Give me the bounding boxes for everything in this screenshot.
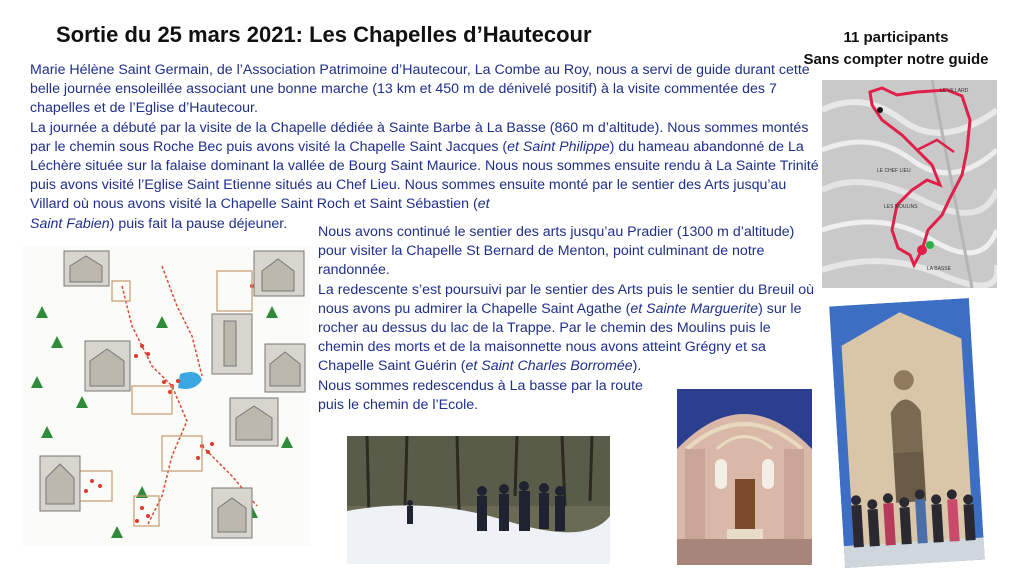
paragraph-morning: La journée a débuté par la visite de la Chapelle dédiée à Sainte Barbe à La Basse (860 m d’altitude). Nous sommes montés par le chemin sous Roche Bec puis avons visité la Chapelle Saint Jacques (et Saint Philippe) du hameau abandonné de La Léchère située sur la falaise dominant la vallée de Bourg Saint Maurice. Nous nous sommes ensuite rendu à La Sainte Trinité puis avons visité l’Eglise Saint Etienne situés au Chef Lieu. Nous sommes ensuite monté par le sentier des Arts jusqu’au Villard où nous avons visité la Chapelle Saint Roch et Saint Sébastien (et Saint Fabien) puis fait la pause déjeuner. [30, 119, 819, 232]
church-interior-svg [677, 389, 812, 565]
continuation-text [318, 223, 818, 415]
map-label-moulins: LES MOULINS [884, 204, 918, 210]
map-label-villard: LE VILLARD [940, 88, 969, 94]
participants-note: Sans compter notre guide [803, 51, 989, 68]
sketch-map-svg [22, 246, 310, 546]
group-chapel-photo [829, 298, 985, 568]
page-title: Sortie du 25 mars 2021: Les Chapelles d’Hautecour [56, 22, 592, 47]
group-chapel-svg [829, 298, 985, 568]
route-map-svg [822, 80, 997, 288]
church-interior-photo [677, 389, 812, 565]
paragraph-guide: Marie Hélène Saint Germain, de l’Association Patrimoine d’Hautecour, La Combe au Roy, nous a servi de guide durant cette belle journée ensoleillée associant une bonne marche (13 km et 450 m de dénivelé positif) à la visite commentée des 7 chapelles et de l’Eglise d’Hautecour. [30, 62, 810, 117]
paragraph-pradier: Nous avons continué le sentier des arts jusqu’au Pradier (1300 m d’altitude) pour visiter la Chapelle St Bernard de Menton, point culminant de notre randonnée. [318, 224, 795, 279]
paragraph-return: Nous sommes redescendus à La basse par la route puis le chemin de l’Ecole. [318, 377, 643, 413]
participants-count: 11 participants [843, 29, 949, 46]
route-map-image [822, 80, 997, 288]
intro-text [30, 61, 825, 234]
map-label-basse: LA BASSE [927, 266, 951, 272]
paragraph-descent: La redescente s’est poursuivi par le sentier des Arts puis le sentier du Breuil où nous avons pu admirer la Chapelle Saint Agathe (et Sainte Marguerite) sur le rocher au dessus du lac de la Trappe. Par le chemin des Moulins puis le chemin des morts et de la maisonnette nous avons atteint Grégny et sa Chapelle Saint Guérin (et Saint Charles Borromée). [318, 281, 815, 375]
hikers-photo [347, 436, 610, 564]
map-label-chef-lieu: LE CHEF LIEU [877, 168, 911, 174]
hikers-photo-svg [347, 436, 610, 564]
chapel-sketch-map [22, 246, 310, 546]
